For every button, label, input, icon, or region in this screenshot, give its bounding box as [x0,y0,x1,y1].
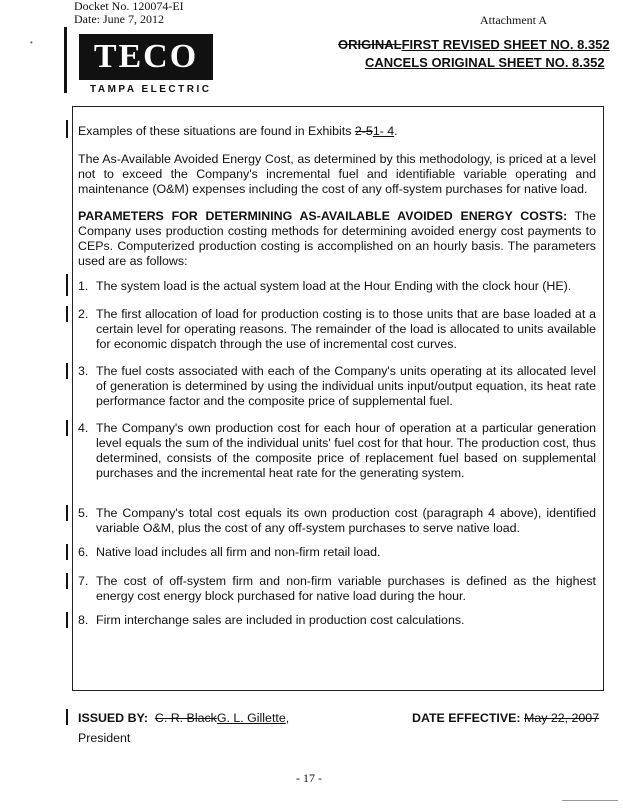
item-number: 6. [78,545,89,559]
list-item [78,545,596,560]
p1-post: . [394,124,398,138]
list-item [78,613,596,628]
item-text: The first allocation of load for production costing is to those units that are base loaded at a certain level for operating reasons. The remainder of the load is allocated to units available for economic dispatch through the use of incremental cost curves. [96,307,596,351]
item-number: 3. [78,364,89,378]
revision-bar [66,544,68,560]
revision-bar [66,306,68,322]
sheet-struck-text: ORIGINAL [338,37,402,52]
list-item [78,279,596,294]
item-text: The fuel costs associated with each of the Company's units operating at its allocated level of generation is determined by using the individual units input/output equation, its heat rate performance factor and the composite price of supplemental fuel. [96,364,596,408]
item-text: The Company's own production cost for each hour of operation at a particular generation level equals the sum of the individual units' fuel cost for that hour. The production cost, thus determined, consists of the composite price of replacement fuel based on supplemental purchases and the incremental heat rate for the generating system. [96,421,596,480]
paragraph-avoided-cost: The As-Available Avoided Energy Cost, as determined by this methodology, is priced at a level not to exceed the Company's incremental fuel and identifiable variable operating and maintenance (O&M) expenses including the cost of any off-system purchases for native load. [78,152,596,196]
revision-bar [66,420,68,436]
paragraph-exhibits [78,124,596,139]
issued-label: ISSUED BY: [78,711,148,725]
list-item [78,364,596,409]
revision-bar [66,505,68,521]
page-number: - 17 - [296,771,322,785]
revision-bar [66,709,68,725]
item-number: 4. [78,421,89,435]
issued-inserted: G. L. Gillette [216,711,286,725]
footer-rule [562,800,618,801]
cancels-sheet: CANCELS ORIGINAL SHEET NO. 8.352 [365,55,605,70]
document-date: Date: June 7, 2012 [74,12,164,26]
p1-inserted: 1- 4 [372,124,395,138]
logo-subtitle: TAMPA ELECTRIC [90,84,212,95]
sheet-number [338,37,610,52]
issuer-title: President [78,731,131,745]
sheet-rest-text: SHEET NO. 8.352 [499,37,610,52]
issued-struck: C. R. Black [154,711,217,725]
item-number: 5. [78,506,89,520]
issued-post: , [285,711,290,725]
item-number: 2. [78,307,89,321]
item-text: The cost of off-system firm and non-firm variable purchases is defined as the highest energy cost energy block purchased for native load during the hour. [96,574,596,603]
revision-bar [66,612,68,628]
p1-text: Examples of these situations are found in Exhibits [78,124,355,138]
list-item [78,574,596,604]
docket-number: Docket No. 120074-EI [74,0,184,13]
revision-bar [66,573,68,589]
item-text: The system load is the actual system load at the Hour Ending with the clock hour (HE). [96,279,572,293]
list-item [78,307,596,352]
revision-bar [66,274,68,296]
p1-struck: 2-5 [354,124,373,138]
list-item [78,421,596,481]
item-text: Firm interchange sales are included in production cost calculations. [96,613,465,627]
sheet-inserted-text: FIRST REVISED [401,37,500,52]
item-number: 1. [78,279,89,293]
parameters-text: The Company uses production costing methods for determining avoided energy cost payments to CEPs. Computerized production costing is accomplished on an hourly basis. The parameters used are as follows: [78,209,596,268]
issued-by [78,711,289,725]
effective-struck: May 22, 2007 [524,711,600,725]
item-text: The Company's total cost equals its own production cost (paragraph 4 above), identified variable O&M, plus the cost of any off-system purchases to serve native load. [96,506,596,535]
paragraph-parameters [78,209,596,269]
parameters-heading: PARAMETERS FOR DETERMINING AS-AVAILABLE AVOIDED ENERGY COSTS: [78,209,568,223]
attachment-label: Attachment A [480,13,547,27]
revision-bar [66,363,68,379]
item-text: Native load includes all firm and non-firm retail load. [96,545,381,559]
list-item [78,506,596,536]
revision-bar [66,120,68,138]
effective-label: DATE EFFECTIVE: [412,711,521,725]
item-number: 7. [78,574,89,588]
teco-logo: TECO [79,34,213,80]
logo-rule [64,27,67,93]
date-effective [412,711,599,725]
item-number: 8. [78,613,89,627]
scan-mark-icon: • [30,38,33,47]
